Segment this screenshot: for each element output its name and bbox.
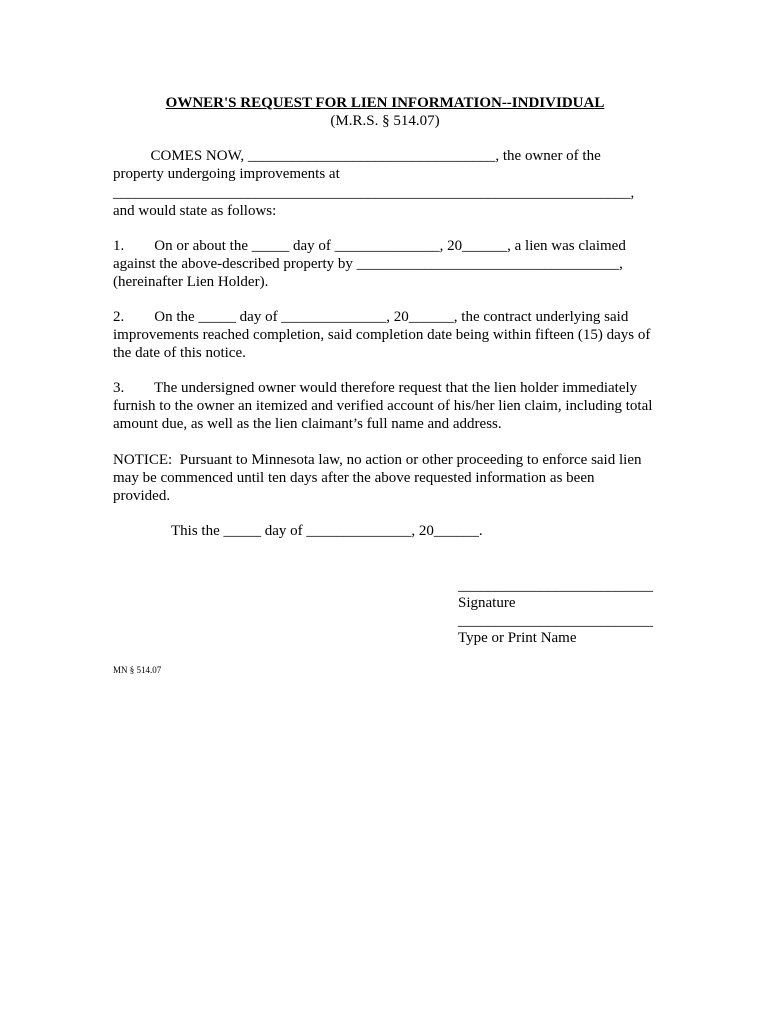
signature-label: Signature [458, 595, 516, 611]
print-name-label: Type or Print Name [458, 630, 577, 646]
paragraph-2-line-3: the date of this notice. [113, 345, 246, 361]
intro-line-1: COMES NOW, _________________________________, the owner of the [113, 148, 601, 164]
intro-line-2: property undergoing improvements at [113, 166, 340, 182]
paragraph-2-line-1: 2. On the _____ day of ______________, 20______, the contract underlying said [113, 309, 629, 325]
paragraph-1-line-2: against the above-described property by ___________________________________, [113, 256, 623, 272]
paragraph-2-line-2: improvements reached completion, said completion date being within fifteen (15) days of [113, 327, 651, 343]
statute-reference: (M.R.S. § 514.07) [330, 113, 440, 129]
paragraph-3-line-1: 3. The undersigned owner would therefore request that the lien holder immediately [113, 380, 638, 396]
intro-line-3: _____________________________________________________________________, [113, 185, 635, 201]
document-title: OWNER'S REQUEST FOR LIEN INFORMATION--INDIVIDUAL [165, 95, 605, 111]
form-footer-code: MN § 514.07 [113, 665, 162, 675]
paragraph-3-line-2: furnish to the owner an itemized and verified account of his/her lien claim, including total [113, 398, 653, 414]
paragraph-1-line-3: (hereinafter Lien Holder). [113, 274, 269, 290]
print-name-line: __________________________ [458, 613, 653, 629]
notice-line-2: may be commenced until ten days after the above requested information as been [113, 470, 595, 486]
notice-line-3: provided. [113, 488, 171, 504]
paragraph-1-line-1: 1. On or about the _____ day of ______________, 20______, a lien was claimed [113, 238, 626, 254]
intro-line-4: and would state as follows: [113, 203, 277, 219]
date-line: This the _____ day of ______________, 20______. [171, 523, 483, 539]
notice-line-1: NOTICE: Pursuant to Minnesota law, no action or other proceeding to enforce said lien [113, 452, 642, 468]
signature-line: __________________________ [458, 578, 653, 594]
paragraph-3-line-3: amount due, as well as the lien claimant’s full name and address. [113, 416, 502, 432]
